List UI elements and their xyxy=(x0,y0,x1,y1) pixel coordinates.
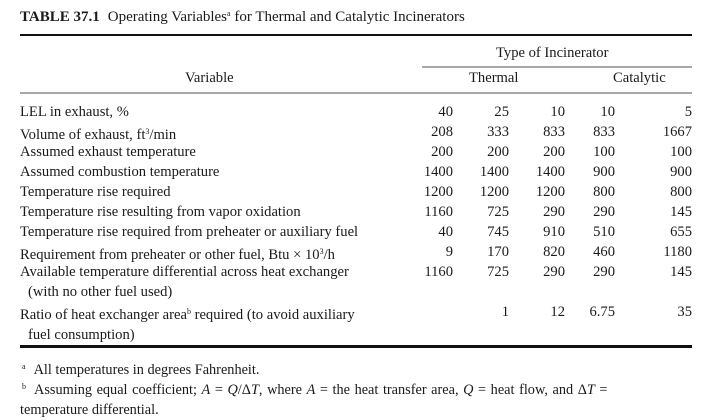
table-row-label: Ratio of heat exchanger area$^b$ required (to avoid auxiliary fuel consumption) xyxy=(20,307,355,343)
table-number: TABLE 37.1 xyxy=(20,9,100,25)
table-caption xyxy=(20,9,465,26)
bottom-rule xyxy=(20,345,692,348)
table-row-label: Temperature rise required xyxy=(20,184,171,200)
header-variable: Variable xyxy=(185,70,234,86)
table-cell: 9 xyxy=(445,244,453,260)
footnote-a: $^a$ All temperatures in degrees Fahrenheit. xyxy=(22,362,260,378)
table-cell: 40 xyxy=(438,224,453,240)
table-cell: 900 xyxy=(593,164,615,180)
table-cell: 1200 xyxy=(479,184,509,200)
table-cell: 1667 xyxy=(662,124,692,140)
table-cell: 833 xyxy=(543,124,565,140)
table-cell: 1400 xyxy=(423,164,453,180)
table-row-label: Temperature rise required from preheater or auxiliary fuel xyxy=(20,224,359,240)
footnote-b: $^b$ Assuming equal coefficient; A = Q/ΔT, where A = the heat transfer area, Q = heat flow, and ΔT = temperature differential. xyxy=(20,382,608,418)
table-cell: 800 xyxy=(670,184,692,200)
table-cell: 833 xyxy=(593,124,615,140)
table-cell: 725 xyxy=(487,264,509,280)
table-row-label: Assumed exhaust temperature xyxy=(20,144,196,160)
table-cell: 100 xyxy=(593,144,615,160)
header-catalytic: Catalytic xyxy=(613,70,666,86)
table-cell: 145 xyxy=(670,264,692,280)
table-cell: 200 xyxy=(487,144,509,160)
table-cell: 900 xyxy=(670,164,692,180)
table-cell: 6.75 xyxy=(589,304,615,320)
table-cell: 1160 xyxy=(424,204,453,220)
table-row-label: LEL in exhaust, % xyxy=(20,104,129,120)
table-cell: 145 xyxy=(670,204,692,220)
group-rule xyxy=(422,66,692,68)
table-row-label: Assumed combustion temperature xyxy=(20,164,220,180)
table-cell: 5 xyxy=(684,104,692,120)
table-row-label: Available temperature differential across heat exchanger (with no other fuel used) xyxy=(20,264,349,300)
table-cell: 12 xyxy=(550,304,565,320)
table-row-label: Requirement from preheater or other fuel, Btu × $10^3/h$ xyxy=(20,247,335,263)
table-cell: 290 xyxy=(543,204,565,220)
table-cell: 460 xyxy=(593,244,615,260)
table-cell: 25 xyxy=(494,104,509,120)
table-cell: 200 xyxy=(431,144,453,160)
footnote-ref-a: a xyxy=(227,9,231,18)
table-cell: 800 xyxy=(593,184,615,200)
table-cell: 40 xyxy=(438,104,453,120)
table-cell: 910 xyxy=(543,224,565,240)
table-row-label: Volume of exhaust, $ft^3/\min$ xyxy=(20,127,177,143)
table-cell: 290 xyxy=(593,264,615,280)
table-cell: 290 xyxy=(543,264,565,280)
table-cell: 655 xyxy=(670,224,692,240)
table-cell: 1160 xyxy=(424,264,453,280)
table-cell: 1200 xyxy=(423,184,453,200)
table-cell: 1 xyxy=(501,304,509,320)
table-title: Operating Variables$^a$ for Thermal and Catalytic Incinerators xyxy=(107,9,465,25)
header-type-of-incinerator: Type of Incinerator xyxy=(496,45,609,61)
table-cell: 10 xyxy=(600,104,615,120)
table-cell: 745 xyxy=(487,224,509,240)
top-rule xyxy=(20,34,692,36)
table-cell: 208 xyxy=(431,124,453,140)
table-cell: 10 xyxy=(550,104,565,120)
table-cell: 725 xyxy=(487,204,509,220)
table-cell: 100 xyxy=(670,144,692,160)
table-row-label: Temperature rise resulting from vapor oxidation xyxy=(20,204,301,220)
table-cell: 290 xyxy=(593,204,615,220)
table-cell: 170 xyxy=(487,244,509,260)
table-cell: 1180 xyxy=(663,244,692,260)
table-cell: 510 xyxy=(593,224,615,240)
table-cell: 1400 xyxy=(535,164,565,180)
table-cell: 1200 xyxy=(535,184,565,200)
table-cell: 200 xyxy=(543,144,565,160)
header-thermal: Thermal xyxy=(469,70,519,86)
table-cell: 820 xyxy=(543,244,565,260)
table-cell: 35 xyxy=(677,304,692,320)
table-cell: 1400 xyxy=(479,164,509,180)
header-rule xyxy=(20,92,692,94)
table-cell: 333 xyxy=(487,124,509,140)
